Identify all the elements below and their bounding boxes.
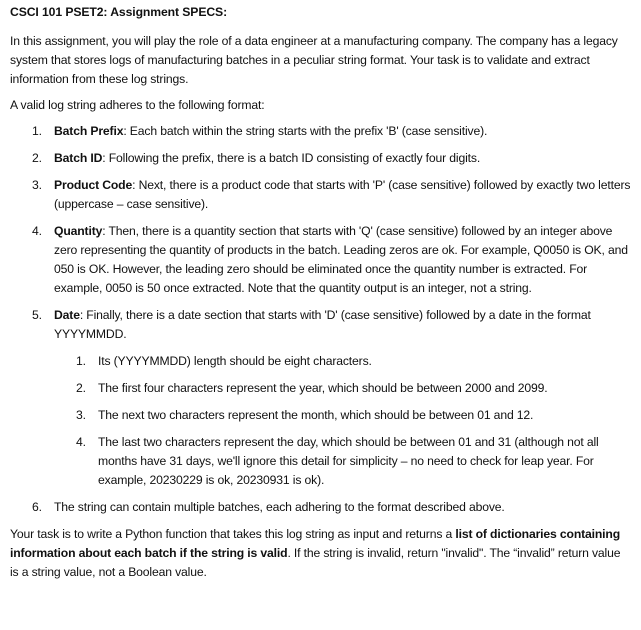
rule-label: Date [54,308,80,322]
list-number: 6. [32,500,42,514]
list-number: 1. [76,354,86,368]
rule-text: : Following the prefix, there is a batch ID consisting of exactly four digits. [102,151,481,165]
rule-text: : Next, there is a product code that starts with 'P' (case sensitive) followed by exactly two letters (uppercase – case sensitive). [54,178,631,211]
document-title: CSCI 101 PSET2: Assignment SPECS: [10,5,228,19]
rule-label: Product Code [54,178,133,192]
intro-paragraph: In this assignment, you will play the role of a data engineer at a manufacturing company. The company has a legacy system that stores logs of manufacturing batches in a peculiar string format. Your task is to validate and extract information from these log strings. [10,34,618,86]
list-number: 4. [32,224,42,238]
list-number: 3. [76,408,86,422]
rule-label: Batch Prefix [54,124,124,138]
task-paragraph [10,525,631,582]
task-text-bold: list of dictionaries containing information about each batch if the string is valid [10,527,621,560]
format-rules-list [10,122,631,517]
rule-label: Quantity [54,224,103,238]
rule-multiple-batches [10,498,631,517]
date-rule-text: The next two characters represent the month, which should be between 01 and 12. [98,408,534,422]
list-number: 2. [32,151,42,165]
date-rule [54,433,631,490]
rule-label: Batch ID [54,151,103,165]
date-rule [54,379,631,398]
rule-batch-prefix [10,122,631,141]
rule-text: The string can contain multiple batches, each adhering to the format described above. [54,500,505,514]
list-number: 1. [32,124,42,138]
date-rule-text: The last two characters represent the day, which should be between 01 and 31 (although not all months have 31 days, we'll ignore this detail for simplicity – no need to check for leap year. For example, 20230229 is ok, 20230931 is ok). [98,435,599,487]
task-text-before: Your task is to write a Python function that takes this log string as input and returns a [10,527,456,541]
date-rules-list [54,352,631,490]
date-rule [54,352,631,371]
rule-batch-id [10,149,631,168]
rule-text: : Finally, there is a date section that starts with 'D' (case sensitive) followed by a date in the format YYYYMMDD. [54,308,591,341]
rule-text: : Then, there is a quantity section that starts with 'Q' (case sensitive) followed by an integer above zero representing the quantity of products in the batch. Leading zeros are ok. For example, Q0050 is OK, and 050 is OK. However, the leading zero should be eliminated once the quantity number is extracted. For example, 0050 is 50 once extracted. Note that the quantity output is an integer, not a string. [54,224,628,295]
rule-product-code [10,176,631,214]
rule-quantity [10,222,631,298]
list-number: 5. [32,308,42,322]
rule-date [10,306,631,490]
task-text-after: . If the string is invalid, return "invalid". The “invalid” return value is a string value, not a Boolean value. [10,546,621,579]
date-rule-text: Its (YYYYMMDD) length should be eight characters. [98,354,372,368]
date-rule-text: The first four characters represent the year, which should be between 2000 and 2099. [98,381,548,395]
list-number: 2. [76,381,86,395]
list-number: 3. [32,178,42,192]
list-number: 4. [76,435,86,449]
date-rule [54,406,631,425]
format-intro: A valid log string adheres to the following format: [10,98,265,112]
rule-text: : Each batch within the string starts with the prefix 'B' (case sensitive). [123,124,488,138]
